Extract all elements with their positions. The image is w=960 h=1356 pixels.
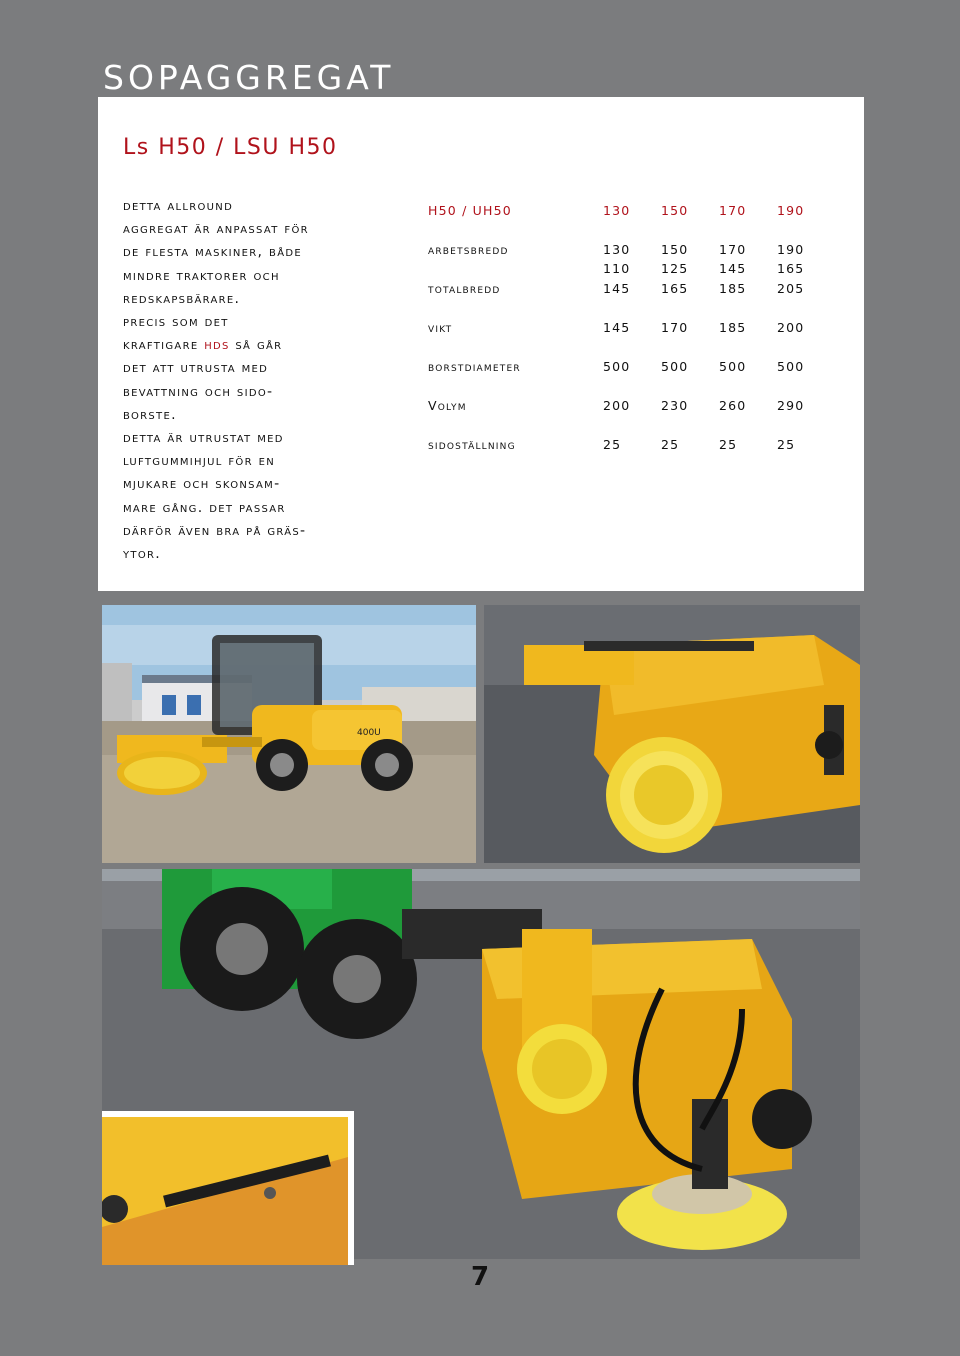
spec-row	[428, 320, 848, 359]
spec-header-value: 170	[719, 203, 747, 218]
spec-label: arbetsbredd	[428, 242, 509, 257]
spec-row	[428, 437, 848, 456]
spec-label: Volym	[428, 397, 467, 413]
desc-line: luftgummihjul för en	[123, 453, 275, 470]
spec-value: 500	[777, 358, 805, 374]
spec-value: 25	[719, 436, 738, 452]
page-title: SOPAGGREGAT	[103, 58, 395, 97]
photo-brush-detail	[102, 1111, 354, 1265]
tractor-decal: 400U	[357, 728, 381, 738]
spec-value: 170	[661, 319, 689, 335]
spec-value: 290	[777, 397, 805, 413]
desc-text: kraftigare	[123, 337, 205, 354]
spec-row	[428, 281, 848, 320]
desc-line: ytor.	[123, 546, 161, 563]
spec-value: 145	[719, 261, 747, 277]
desc-line: redskapsbärare.	[123, 290, 241, 307]
spec-value: 260	[719, 397, 747, 413]
spec-header-value: 190	[777, 203, 805, 218]
spec-label: sidoställning	[428, 436, 516, 452]
spec-header-value: 130	[603, 203, 631, 218]
spec-value: 165	[661, 280, 689, 296]
spec-value: 500	[603, 358, 631, 374]
desc-line: aggregat är anpassat för	[123, 221, 309, 238]
spec-value: 200	[777, 319, 805, 335]
spec-header-row	[428, 203, 848, 242]
spec-value: 110	[603, 261, 631, 277]
spec-label: vikt	[428, 319, 453, 335]
desc-line: borste.	[123, 406, 177, 423]
spec-label: totalbredd	[428, 280, 501, 296]
spec-value: 130	[603, 242, 631, 257]
content-panel	[98, 97, 864, 591]
spec-row	[428, 398, 848, 437]
spec-row	[428, 359, 848, 398]
desc-line: det att utrusta med	[123, 360, 269, 377]
spec-value: 145	[603, 280, 631, 296]
spec-value: 185	[719, 319, 747, 335]
spec-value: 500	[661, 358, 689, 374]
page-number: 7	[470, 1262, 490, 1292]
spec-value: 205	[777, 280, 805, 296]
desc-line: mare gång. det passar	[123, 499, 286, 516]
spec-header-value: 150	[661, 203, 689, 218]
spec-value: 145	[603, 319, 631, 335]
spec-value: 25	[661, 436, 680, 452]
spec-value: 150	[661, 242, 689, 257]
desc-line: precis som det	[123, 314, 229, 331]
desc-line: mjukare och skonsam-	[123, 476, 281, 493]
spec-value: 170	[719, 242, 747, 257]
spec-label: borstdiameter	[428, 358, 521, 374]
spec-value: 25	[603, 436, 622, 452]
spec-table	[428, 203, 848, 456]
desc-line: bevattning och sido-	[123, 383, 274, 400]
product-description	[123, 195, 413, 566]
photo-sweeper-closeup	[484, 605, 860, 863]
desc-line: detta allround	[123, 198, 234, 214]
spec-header-label: H50 / UH50	[428, 203, 512, 218]
spec-value: 185	[719, 280, 747, 296]
desc-line: de flesta maskiner, både	[123, 244, 302, 261]
desc-line: därför även bra på gräs-	[123, 522, 307, 539]
photo-tractor-sweeper	[102, 605, 476, 863]
desc-line	[123, 334, 413, 357]
spec-value: 190	[777, 242, 805, 257]
desc-text: så går	[229, 337, 283, 354]
spec-value: 500	[719, 358, 747, 374]
spec-value: 25	[777, 436, 796, 452]
spec-value: 125	[661, 261, 689, 277]
spec-row	[428, 242, 848, 261]
desc-line: detta är utrustat med	[123, 430, 284, 447]
product-subtitle: Ls H50 / LSU H50	[123, 135, 338, 160]
spec-row	[428, 261, 848, 280]
spec-value: 200	[603, 397, 631, 413]
desc-line: mindre traktorer och	[123, 267, 280, 284]
photo-grid	[98, 601, 864, 1261]
spec-value: 230	[661, 397, 689, 413]
desc-highlight: hds	[204, 337, 230, 354]
spec-value: 165	[777, 261, 805, 277]
